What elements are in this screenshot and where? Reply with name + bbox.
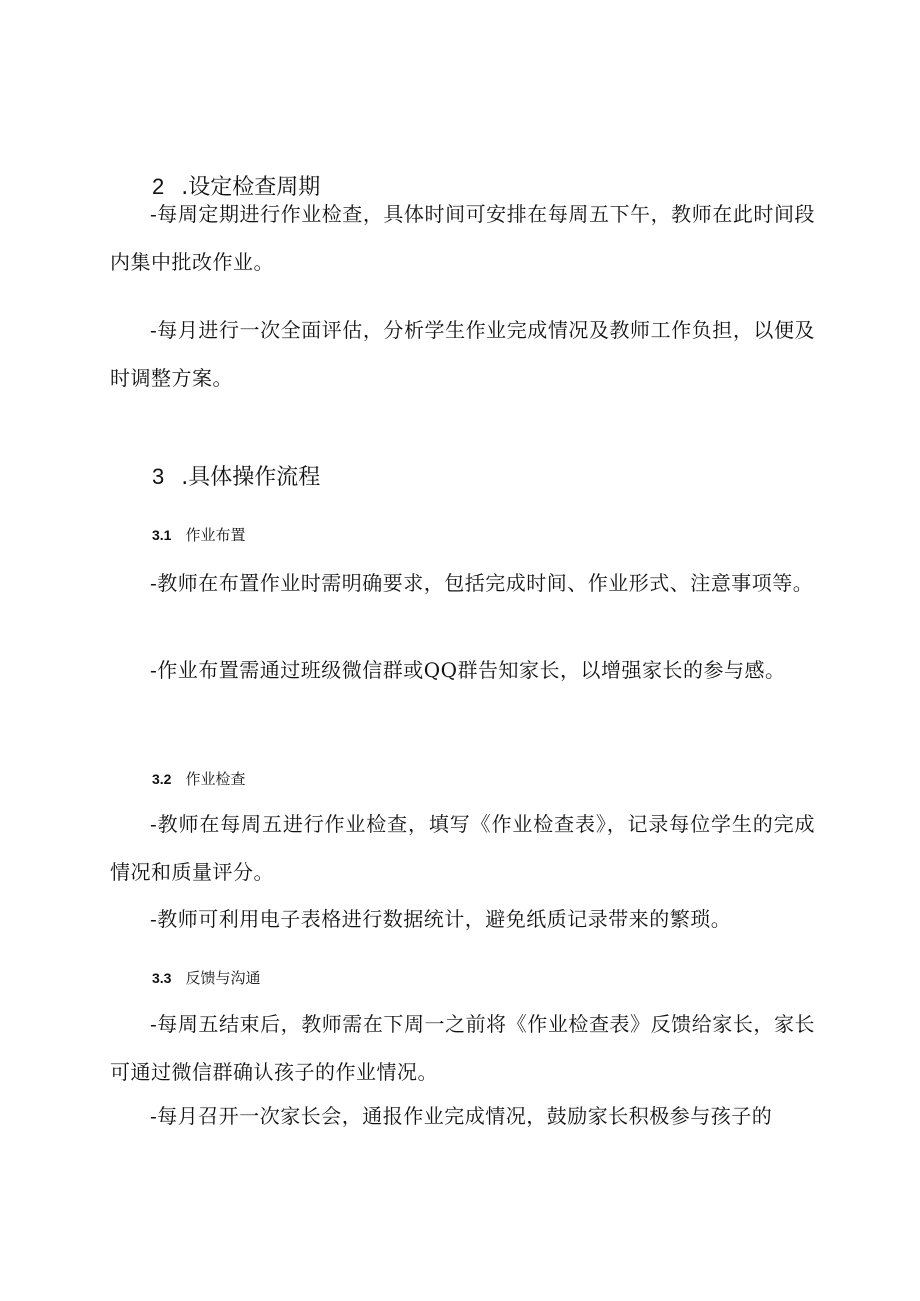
paragraph: -每月召开一次家长会，通报作业完成情况，鼓励家长积极参与孩子的 [150,1104,773,1128]
subsection-title: 反馈与沟通 [185,969,261,987]
paragraph: -教师在每周五进行作业检查，填写《作业检查表》，记录每位学生的完成情况和质量评分。 [110,812,815,884]
paragraph: -作业布置需通过班级微信群或QQ群告知家长，以增强家长的参与感。 [150,658,786,682]
subsection-number: 3.2 [152,771,172,787]
paragraph: -每周五结束后，教师需在下周一之前将《作业检查表》反馈给家长，家长可通过微信群确认孩子的作业情况。 [110,1012,815,1084]
section-title: .设定检查周期 [181,175,321,200]
section-title: .具体操作流程 [181,465,321,490]
subsection-heading [152,968,260,988]
section-number: 2 [152,174,165,199]
paragraph: -每月进行一次全面评估，分析学生作业完成情况及教师工作负担，以便及时调整方案。 [110,318,815,390]
subsection-number: 3.1 [152,527,172,543]
subsection-heading [152,769,245,789]
subsection-heading [152,525,245,545]
subsection-number: 3.3 [152,970,172,986]
subsection-title: 作业布置 [185,526,246,544]
paragraph: -教师可利用电子表格进行数据统计，避免纸质记录带来的繁琐。 [150,907,732,931]
section-number: 3 [152,464,165,489]
paragraph: -每周定期进行作业检查，具体时间可安排在每周五下午，教师在此时间段内集中批改作业。 [110,202,815,274]
subsection-title: 作业检查 [185,770,246,788]
section-heading [152,462,320,493]
paragraph: -教师在布置作业时需明确要求，包括完成时间、作业形式、注意事项等。 [150,571,814,595]
